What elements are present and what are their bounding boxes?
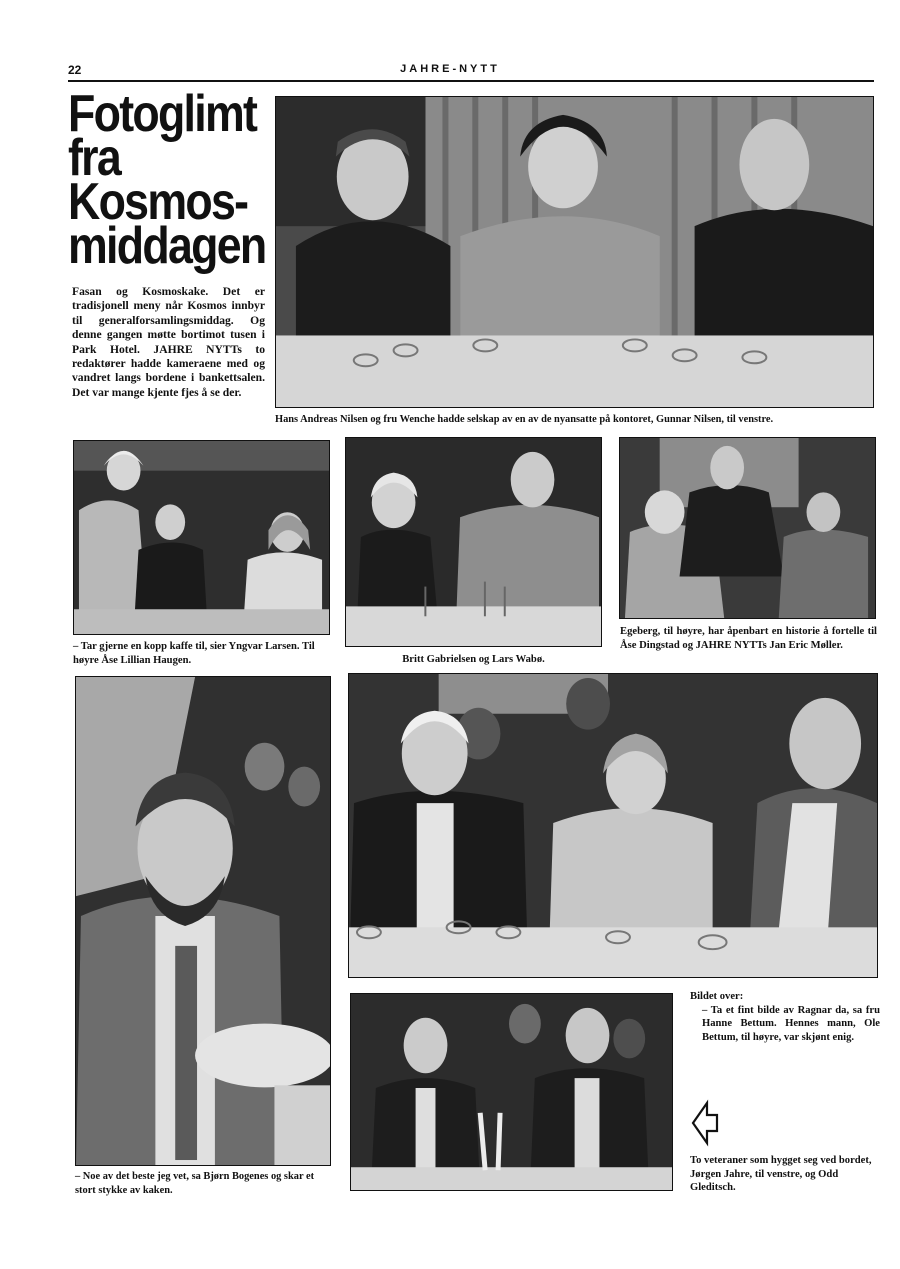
publication-title: JAHRE-NYTT	[400, 63, 500, 75]
photo-cake	[75, 676, 331, 1166]
header-rule	[68, 80, 874, 82]
caption-bildet-over	[690, 990, 880, 1044]
caption-veterans: To veteraner som hygget seg ved bordet, Jørgen Jahre, til venstre, og Odd Gleditsch.	[690, 1155, 872, 1193]
photo-bettum	[348, 673, 878, 978]
caption-coffee: – Tar gjerne en kopp kaffe til, sier Yngvar Larsen. Til høyre Åse Lillian Haugen.	[73, 641, 315, 666]
headline	[68, 85, 266, 275]
headline-line: Kosmos-	[68, 173, 248, 231]
headline-line: middagen	[68, 217, 266, 275]
page-number: 22	[68, 63, 82, 77]
headline-line: Fotoglimt	[68, 85, 257, 143]
caption-bildet-over-text: – Ta et fint bilde av Ragnar da, sa fru Hanne Bettum. Hennes mann, Ole Bettum, til høyre, var skjønt enig.	[702, 1004, 880, 1043]
intro-text: Fasan og Kosmoskake. Det er tradisjonell meny når Kosmos innbyr til generalforsamlingsmiddag. Og denne gangen møtte bortimot tusen i Park Hotel. JAHRE NYTTs to redaktører hadde kameraene med og vandret langs bordene i bankettsalen. Det var mange kjente fjes å se der.	[72, 285, 265, 399]
photo-veterans	[350, 993, 673, 1191]
left-arrow-outline-icon	[690, 1098, 720, 1148]
photo-egeberg	[619, 437, 876, 619]
photo-coffee	[73, 440, 330, 635]
caption-top-photo: Hans Andreas Nilsen og fru Wenche hadde selskap av en av de nyansatte på kontoret, Gunnar Nilsen, til venstre.	[275, 414, 774, 425]
photo-britt-lars	[345, 437, 602, 647]
caption-cake: – Noe av det beste jeg vet, sa Bjørn Bogenes og skar et stort stykke av kaken.	[75, 1171, 315, 1196]
caption-egeberg: Egeberg, til høyre, har åpenbart en historie å fortelle til Åse Dingstad og JAHRE NYTTs Jan Eric Møller.	[620, 626, 877, 651]
photo-dinner-trio	[275, 96, 874, 408]
caption-britt-lars: Britt Gabrielsen og Lars Wabø.	[402, 654, 545, 665]
headline-line: fra	[68, 129, 121, 187]
caption-bildet-over-title: Bildet over:	[690, 991, 744, 1002]
